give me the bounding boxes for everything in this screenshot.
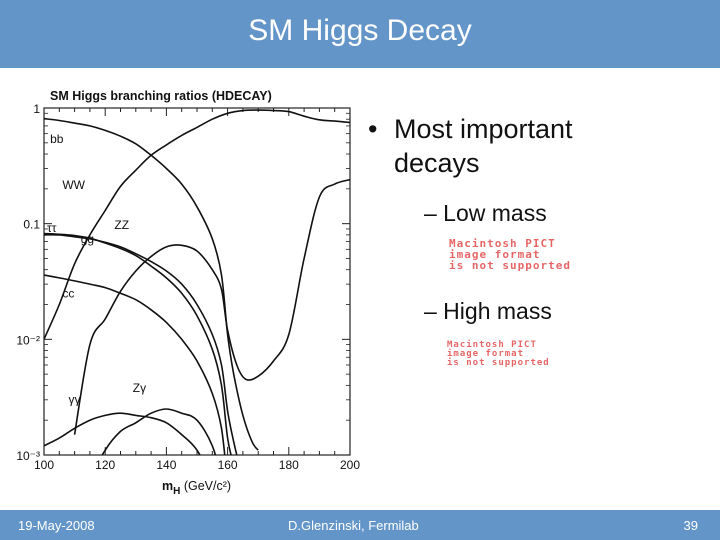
chart-title: SM Higgs branching ratios (HDECAY) <box>50 89 272 103</box>
plot-frame <box>44 108 350 455</box>
curve-label-WW: WW <box>62 177 86 192</box>
curve-label-Zγ: Zγ <box>132 381 147 396</box>
curve-label-bb: bb <box>50 131 64 146</box>
bullet-high-mass: – High mass <box>424 298 552 324</box>
pict-line-3: is not supported <box>447 358 550 368</box>
footer-author: D.Glenzinski, Fermilab <box>288 518 419 533</box>
footer-bar <box>0 510 720 540</box>
y-tick-label: 10⁻³ <box>16 449 40 463</box>
x-tick-label: 100 <box>33 458 55 472</box>
x-tick-label: 140 <box>156 458 177 472</box>
pict-line-1: Macintosh PICT <box>449 237 556 250</box>
x-tick-label: 200 <box>339 458 361 472</box>
curve-label-ZZ: ZZ <box>114 217 130 232</box>
pict-line-2: image format <box>447 349 525 359</box>
bullet-marker: • <box>368 114 378 144</box>
pict-line-3: is not supported <box>449 259 571 272</box>
bullet-low-mass: – Low mass <box>424 200 547 226</box>
pict-placeholder-low-mass <box>449 238 571 271</box>
footer-page-number: 39 <box>683 518 698 533</box>
branching-ratio-chart <box>0 70 370 495</box>
x-tick-label: 180 <box>278 458 299 472</box>
pict-placeholder-high-mass <box>447 341 550 368</box>
y-tick-label: 1 <box>33 102 40 116</box>
x-axis-label: $m_H$ (GeV/c²) <box>162 479 232 495</box>
x-tick-label: 120 <box>95 458 116 472</box>
y-tick-label: 10⁻² <box>16 333 40 348</box>
pict-line-1: Macintosh PICT <box>447 340 537 350</box>
curve-label-gg: gg <box>80 232 95 247</box>
pict-line-2: image format <box>449 248 541 261</box>
curve-label-γγ: γγ <box>68 392 81 407</box>
slide-title: SM Higgs Decay <box>248 14 472 47</box>
curve-label-ττ: ττ <box>47 220 57 235</box>
x-tick-label: 160 <box>217 458 238 472</box>
curve-label-cc: cc <box>62 286 75 301</box>
footer-date: 19-May-2008 <box>18 518 95 533</box>
bullet-main-text: Most important decays <box>394 114 573 178</box>
curves-group <box>44 110 350 495</box>
y-tick-label: 0.1 <box>23 217 40 232</box>
